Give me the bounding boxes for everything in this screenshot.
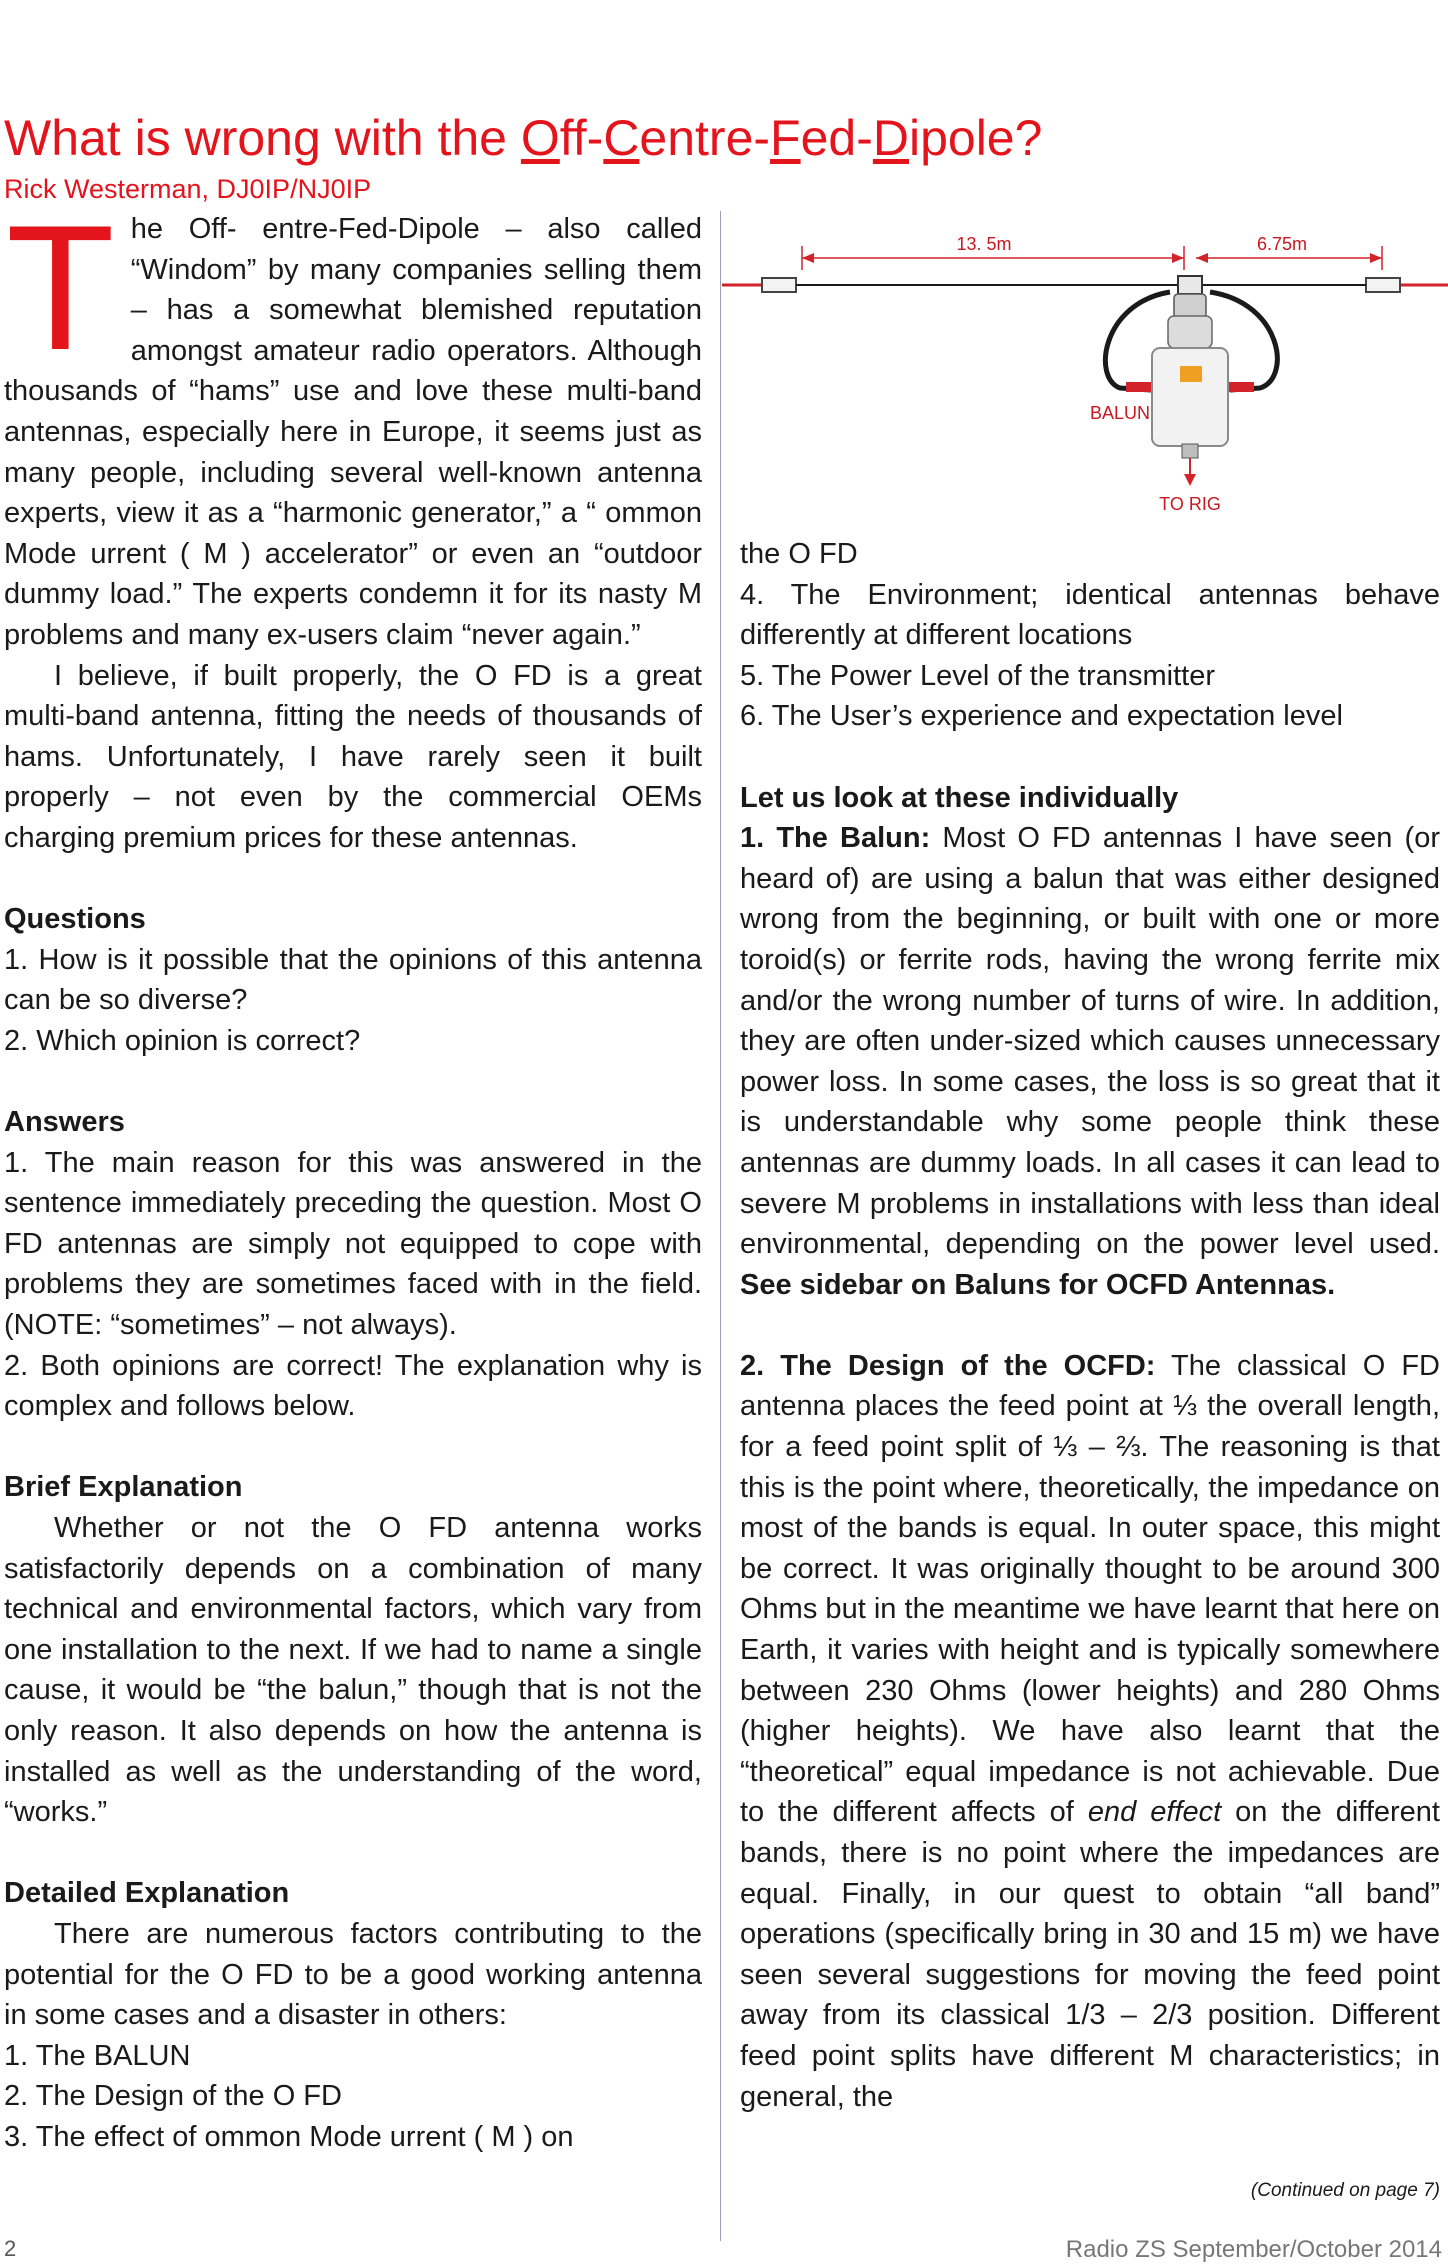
- detailed-explanation-heading: Detailed Explanation: [4, 1877, 290, 1910]
- continued-note: (Continued on page 7): [1250, 2180, 1440, 2201]
- answers-heading: Answers: [4, 1106, 125, 1139]
- answer-item: 2. Both opinions are correct! The explanation why is complex and follows below.: [4, 1349, 702, 1423]
- to-rig-label: TO RIG: [1159, 494, 1221, 514]
- factor-item: 4. The Environment; identical antennas behave differently at different locations: [740, 578, 1440, 652]
- factor-continuation: the O FD: [740, 538, 858, 570]
- antenna-figure: [722, 208, 1448, 528]
- balun-label: BALUN: [1089, 403, 1151, 423]
- intro-paragraph-2: I believe, if built properly, the O FD is a great multi-band antenna, fitting the needs of thousands of hams. Unfortunately, I have rarely seen it built properly – not even by the commercial OEMs charging premium prices for these antennas.: [4, 659, 702, 854]
- right-column: [740, 534, 1440, 2117]
- question-item: 1. How is it possible that the opinions of this antenna can be so diverse?: [4, 943, 702, 1017]
- article-title: What is wrong with the Off-Centre-Fed-Dipole?: [4, 110, 1043, 166]
- balun-box: [1152, 348, 1228, 446]
- ocfd-antenna-diagram: [722, 208, 1448, 528]
- author-byline: Rick Westerman, DJ0IP/NJ0IP: [4, 174, 372, 204]
- factor-item: 5. The Power Level of the transmitter: [740, 659, 1215, 692]
- page-number: 2: [4, 2236, 17, 2261]
- question-item: 2. Which opinion is correct?: [4, 1024, 361, 1057]
- column-divider: [720, 211, 721, 2241]
- factor-item: 1. The BALUN: [4, 2039, 191, 2072]
- individually-heading: Let us look at these individually: [740, 781, 1179, 814]
- right-insulator: [1366, 278, 1400, 292]
- factor-item: 3. The effect of ommon Mode urrent ( M ) on: [4, 2120, 574, 2153]
- balun-paragraph: 1. The Balun: Most O FD antennas I have seen (or heard of) are using a balun that was either designed wrong from the beginning, or built with one or more toroid(s) or ferrite rods, having the wrong ferrite mix and/or the wrong number of turns of wire. In addition, they are often under-sized which causes unnecessary power loss. In some cases, the loss is so great that it is understandable why some people think these antennas are dummy loads. In all cases it can lead to severe M problems in installations with less than ideal environmental, depending on the power level used. See sidebar on Baluns for OCFD Antennas.: [740, 822, 1440, 1301]
- intro-paragraph: The Off- entre-Fed-Dipole – also called “Windom” by many companies selling them – has a somewhat blemished reputation amongst amateur radio operators. Although thousands of “hams” use and love these multi-band antennas, especially here in Europe, it seems just as many people, including several well-known antenna experts, view it as a “harmonic generator,” a “ ommon Mode urrent ( M ) accelerator” or even an “outdoor dummy load.” The experts condemn it for its nasty M problems and many ex-users claim “never again.”: [4, 188, 702, 651]
- brief-explanation-text: Whether or not the O FD antenna works satisfactorily depends on a combination of many technical and environmental factors, which vary from one installation to the next. If we had to name a single cause, it would be “the balun,” though that is not the only reason. It also depends on how the antenna is installed as well as the understanding of the word, “works.”: [4, 1512, 702, 1829]
- drop-cap: T: [6, 188, 115, 387]
- publication-footer: Radio ZS September/October 2014: [1065, 2236, 1442, 2263]
- detailed-explanation-text: There are numerous factors contributing to the potential for the O FD to be a good working antenna in some cases and a disaster in others:: [4, 1917, 702, 2032]
- dimension-label-long: 13. 5m: [956, 234, 1012, 254]
- dimension-label-short: 6.75m: [1256, 234, 1308, 254]
- left-insulator: [762, 278, 796, 292]
- factor-item: 2. The Design of the O FD: [4, 2080, 342, 2113]
- design-paragraph: 2. The Design of the OCFD: The classical O FD antenna places the feed point at ⅓ the overall length, for a feed point split of ⅓ – ⅔. The reasoning is that this is the point where, theoretically, the impedance on most of the bands is equal. In outer space, this might be correct. It was originally thought to be around 300 Ohms but in the meantime we have learnt that here on Earth, it varies with height and is typically somewhere between 230 Ohms (lower heights) and 280 Ohms (higher heights). We have also learnt that the “theoretical” equal impedance is not achievable. Due to the different affects of end effect on the different bands, there is no point where the impedances are equal. Finally, in our quest to obtain “all band” operations (specifically bring in 30 and 15 m) we have seen several suggestions for moving the feed point away from its classical 1/3 – 2/3 position. Different feed point splits have different M characteristics; in general, the: [740, 1349, 1440, 2113]
- questions-heading: Questions: [4, 903, 146, 936]
- factor-item: 6. The User’s experience and expectation level: [740, 700, 1343, 733]
- brief-explanation-heading: Brief Explanation: [4, 1471, 243, 1504]
- answer-item: 1. The main reason for this was answered in the sentence immediately preceding the question. Most O FD antennas are simply not equipped to cope with problems they are sometimes faced with in the field. (NOTE: “sometimes” – not always).: [4, 1146, 702, 1342]
